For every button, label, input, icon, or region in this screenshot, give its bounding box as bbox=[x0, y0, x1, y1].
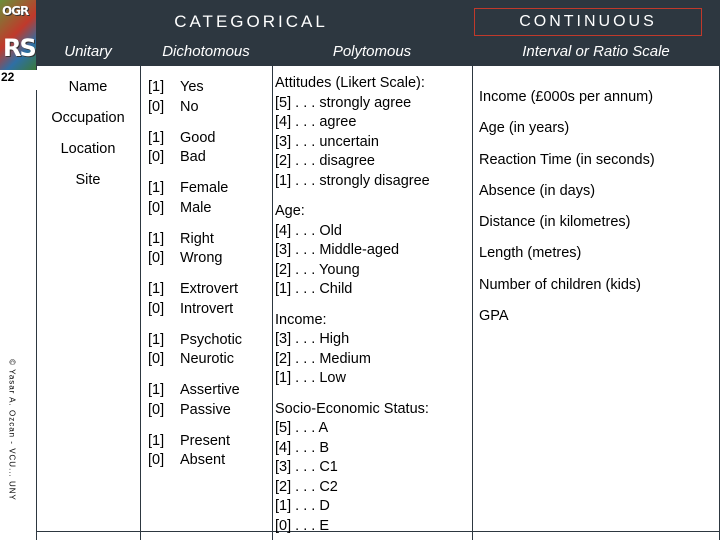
list-item: [0] . . . E bbox=[275, 517, 329, 534]
dichotomous-list bbox=[148, 78, 272, 482]
value: Introvert bbox=[180, 300, 234, 317]
list-item: Reaction Time (in seconds) bbox=[479, 151, 655, 168]
dichotomous-pair bbox=[148, 78, 272, 129]
value: Psychotic bbox=[180, 331, 243, 348]
unitary-list bbox=[36, 78, 140, 202]
interval-list bbox=[479, 88, 719, 338]
copyright-note: © Yasar A. Ozcan - VCU... UNY bbox=[7, 359, 17, 501]
polytomous-list bbox=[275, 74, 471, 547]
column-header-polytomous: Polytomous bbox=[272, 38, 472, 66]
value: Female bbox=[180, 180, 229, 196]
column-divider bbox=[140, 66, 141, 540]
value: Wrong bbox=[180, 250, 223, 266]
group-title: Age: bbox=[275, 203, 305, 219]
value: Passive bbox=[180, 401, 231, 418]
code: [1] bbox=[148, 180, 165, 196]
polytomous-group-income bbox=[275, 311, 471, 389]
code: [1] bbox=[148, 432, 165, 449]
list-item: GPA bbox=[479, 308, 509, 325]
list-item: [1] . . . strongly disagree bbox=[275, 172, 430, 189]
list-item: Site bbox=[75, 172, 101, 188]
code: [1] bbox=[148, 382, 165, 398]
list-item: [3] . . . Middle-aged bbox=[275, 242, 400, 258]
value: Extrovert bbox=[180, 281, 239, 297]
code: [0] bbox=[148, 98, 165, 115]
list-item: [1] . . . D bbox=[275, 498, 330, 514]
list-item: [2] . . . C2 bbox=[275, 478, 338, 495]
column-header-interval: Interval or Ratio Scale bbox=[472, 38, 720, 66]
code: [1] bbox=[148, 79, 165, 95]
list-item: [4] . . . agree bbox=[275, 114, 357, 130]
polytomous-group-age bbox=[275, 202, 471, 300]
code: [1] bbox=[148, 331, 165, 348]
column-header-unitary: Unitary bbox=[36, 38, 140, 66]
dichotomous-pair bbox=[148, 230, 272, 281]
logo-text-top: OGR bbox=[2, 4, 29, 18]
dichotomous-pair bbox=[148, 280, 272, 331]
value: Male bbox=[180, 199, 212, 216]
dichotomous-pair bbox=[148, 179, 272, 230]
group-title: Socio-Economic Status: bbox=[275, 400, 429, 417]
list-item: Absence (in days) bbox=[479, 182, 596, 199]
group-title: Attitudes (Likert Scale): bbox=[275, 75, 425, 91]
value: No bbox=[180, 98, 199, 115]
code: [0] bbox=[148, 452, 165, 468]
variable-types-table bbox=[36, 38, 720, 540]
dichotomous-pair bbox=[148, 129, 272, 180]
code: [0] bbox=[148, 199, 165, 216]
column-divider bbox=[472, 66, 473, 540]
list-item: Occupation bbox=[51, 110, 125, 126]
list-item: [2] . . . Medium bbox=[275, 350, 371, 367]
code: [1] bbox=[148, 129, 165, 146]
code: [0] bbox=[148, 300, 165, 317]
categorical-heading: CATEGORICAL bbox=[174, 12, 328, 31]
code: [0] bbox=[148, 401, 165, 418]
polytomous-group-attitudes bbox=[275, 74, 471, 191]
code: [0] bbox=[148, 149, 165, 165]
list-item: Age (in years) bbox=[479, 120, 570, 137]
list-item: [2] . . . disagree bbox=[275, 153, 375, 169]
value: Bad bbox=[180, 149, 206, 165]
list-item: Income (£000s per annum) bbox=[479, 89, 654, 105]
dichotomous-pair bbox=[148, 381, 272, 432]
continuous-heading: CONTINUOUS bbox=[474, 8, 702, 36]
list-item: [3] . . . uncertain bbox=[275, 133, 379, 150]
dichotomous-pair bbox=[148, 331, 272, 382]
column-divider bbox=[272, 66, 273, 540]
value: Absent bbox=[180, 452, 226, 468]
value: Present bbox=[180, 432, 230, 449]
group-title: Income: bbox=[275, 311, 327, 328]
list-item: [5] . . . A bbox=[275, 420, 329, 436]
code: [0] bbox=[148, 250, 165, 266]
list-item: Name bbox=[68, 79, 108, 95]
code: [0] bbox=[148, 351, 165, 367]
page-number: 22 bbox=[0, 70, 37, 90]
list-item: Distance (in kilometres) bbox=[479, 214, 631, 231]
polytomous-group-ses bbox=[275, 400, 471, 537]
list-item: Number of children (kids) bbox=[479, 276, 641, 293]
list-item: Location bbox=[60, 141, 116, 157]
list-item: [4] . . . B bbox=[275, 439, 329, 456]
list-item: Length (metres) bbox=[479, 245, 582, 262]
value: Yes bbox=[180, 79, 204, 95]
dichotomous-pair bbox=[148, 432, 272, 483]
value: Neurotic bbox=[180, 351, 234, 367]
list-item: [2] . . . Young bbox=[275, 261, 360, 278]
column-header-dichotomous: Dichotomous bbox=[140, 38, 272, 66]
list-item: [5] . . . strongly agree bbox=[275, 94, 412, 111]
list-item: [3] . . . C1 bbox=[275, 459, 338, 475]
value: Assertive bbox=[180, 382, 240, 398]
institution-logo bbox=[0, 0, 40, 70]
list-item: [1] . . . Child bbox=[275, 281, 353, 297]
code: [1] bbox=[148, 230, 165, 247]
value: Right bbox=[180, 230, 214, 247]
list-item: [1] . . . Low bbox=[275, 370, 346, 386]
value: Good bbox=[180, 129, 216, 146]
list-item: [4] . . . Old bbox=[275, 222, 342, 239]
code: [1] bbox=[148, 281, 165, 297]
list-item: [3] . . . High bbox=[275, 331, 350, 347]
logo-text-bottom: RS bbox=[3, 34, 35, 62]
